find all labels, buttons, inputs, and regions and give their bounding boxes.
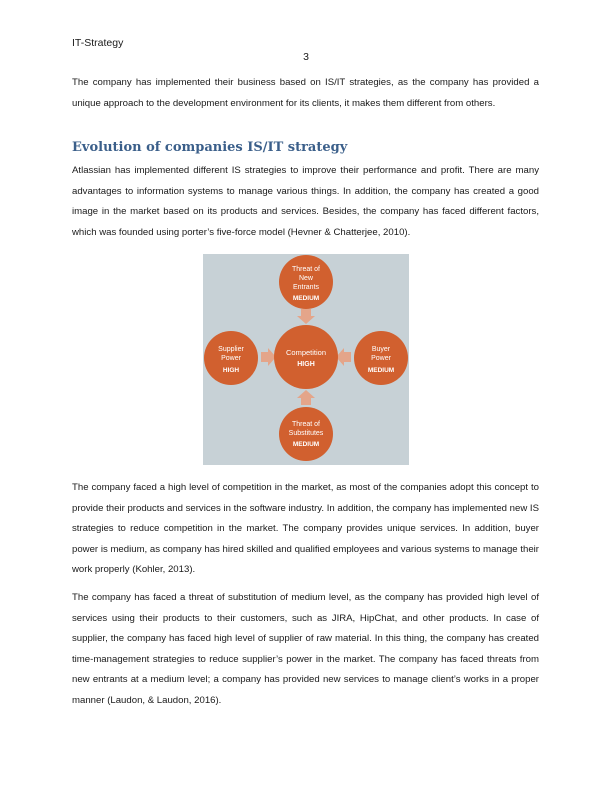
section-paragraph: Atlassian has implemented different IS strategies to improve their performance and profit. There are many advantages to information systems to manage various things. In addition, the company has created a good image in the market based on its products and services. Besides, the company has faced different factors, which was founded using porter’s five-force model (Hevner & Chatterjee, 2010). xyxy=(72,165,539,238)
competition-paragraph: The company faced a high level of competition in the market, as most of the companies adopt this concept to provide their products and services in the software industry. In addition, the company has implemented new IS strategies to reduce competition in the market. The company provides unique services. In addition, buyer power is medium, as company has hired skilled and qualified employees and various systems to manage their work properly (Kohler, 2013). xyxy=(72,482,539,576)
left-label-line1: Supplier xyxy=(218,346,244,353)
five-forces-diagram xyxy=(203,254,409,465)
bottom-label-line2: Substitutes xyxy=(288,430,324,437)
left-level: HIGH xyxy=(222,367,240,374)
porter-five-forces-figure xyxy=(203,254,409,465)
top-level: MEDIUM xyxy=(292,295,320,302)
top-label-line3: Entrants xyxy=(292,284,320,291)
top-label-line1: Threat of xyxy=(291,266,321,273)
arrow-left-icon xyxy=(261,348,276,366)
arrow-right-icon xyxy=(336,348,351,366)
center-circle xyxy=(274,325,338,389)
center-level: HIGH xyxy=(297,361,315,368)
left-label-line2: Power xyxy=(221,355,241,362)
page-number: 3 xyxy=(303,51,309,63)
top-label-line2: New xyxy=(298,275,314,282)
substitution-paragraph: The company has faced a threat of substitution of medium level, as the company has provided high level of services using their products to their customers, such as JIRA, HipChat, and other products. In case of supplier, the company has faced high level of supplier of raw material. In this thing, the company has created time-management strategies to reduce supplier’s power in the market. The company has faced threats from new entrants at a medium level; a company has provided new services to manage client’s works in a proper manner (Laudon, & Laudon, 2016). xyxy=(72,592,539,706)
right-label-line1: Buyer xyxy=(371,346,391,353)
section-heading: Evolution of companies IS/IT strategy xyxy=(72,140,348,155)
arrow-top-icon xyxy=(297,309,315,324)
bottom-level: MEDIUM xyxy=(292,441,320,448)
intro-paragraph: The company has implemented their business based on IS/IT strategies, as the company has provided a unique approach to the development environment for its clients, it makes them different from others. xyxy=(72,77,539,109)
bottom-label-line1: Threat of xyxy=(291,421,321,428)
right-label-line2: Power xyxy=(371,355,391,362)
center-label: Competition xyxy=(285,348,327,357)
arrow-bottom-icon xyxy=(297,390,315,405)
running-header: IT-Strategy xyxy=(72,37,124,49)
right-level: MEDIUM xyxy=(367,367,395,374)
